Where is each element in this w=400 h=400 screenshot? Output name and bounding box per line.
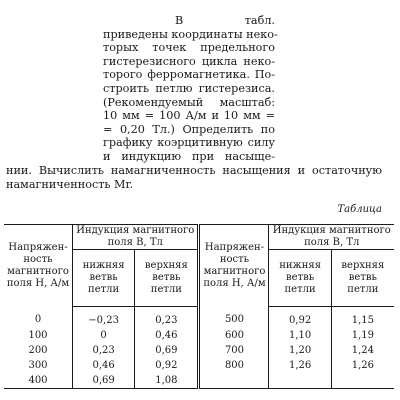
text-line: строить петлю гистерезиса. <box>103 81 275 95</box>
cell-b-lower: 1,20 <box>269 343 331 358</box>
table-caption: Таблица <box>337 204 382 215</box>
cell-b-lower: 1,10 <box>269 328 331 343</box>
text-line: графику коэрцитивную силу <box>103 136 275 150</box>
cell-b-upper: 1,24 <box>331 343 394 358</box>
text-line: намагниченность Mr. <box>6 178 134 191</box>
table-row <box>4 373 394 389</box>
cell-b-lower: 1,26 <box>269 358 331 373</box>
text-line: (Рекомендуемый масштаб: <box>103 95 275 109</box>
cell-b-upper: 0,69 <box>135 343 199 358</box>
text-line: торого ферромагнетика. По- <box>103 68 275 82</box>
problem-text-wide <box>6 164 386 192</box>
cell-h: 200 <box>28 344 48 356</box>
header-field-strength-left: Напряжен-ность магнитного поля H, А/м <box>6 241 70 289</box>
cell-b-upper: 0,46 <box>135 328 199 343</box>
cell-h: 600 <box>199 328 269 343</box>
cell-h: 300 <box>28 359 48 371</box>
header-lower-branch-left: нижняя ветвь петли <box>73 250 135 307</box>
header-induction-left: Индукция магнитного поля B, Тл <box>73 225 199 250</box>
table-row <box>4 343 394 358</box>
text-line: В табл. <box>175 14 275 27</box>
cell-b-lower <box>269 373 331 389</box>
cell-h: 100 <box>28 329 48 341</box>
cell-b-upper: 0,92 <box>135 358 199 373</box>
text-line: = 0,20 Тл.) Определить по <box>103 122 275 136</box>
cell-h: 700 <box>199 343 269 358</box>
cell-b-lower: 0 <box>73 328 135 343</box>
cell-b-upper: 1,15 <box>331 307 394 329</box>
hysteresis-table <box>4 224 394 389</box>
table-row <box>4 307 394 329</box>
cell-b-upper: 1,26 <box>331 358 394 373</box>
cell-b-lower: −0,23 <box>73 307 135 329</box>
table-row <box>4 358 394 373</box>
cell-h <box>199 373 269 389</box>
cell-h: 500 <box>199 307 269 329</box>
header-upper-branch-left: верхняя ветвь петли <box>135 250 199 307</box>
cell-b-lower: 0,92 <box>269 307 331 329</box>
cell-b-upper: 0,23 <box>135 307 199 329</box>
cell-b-lower: 0,69 <box>73 373 135 389</box>
header-field-strength-right: Напряжен-ность магнитного поля H, А/м <box>199 225 269 307</box>
text-line: гистерезисного цикла неко- <box>103 54 275 68</box>
cell-h: 400 <box>4 373 73 389</box>
header-induction-right: Индукция магнитного поля B, Тл <box>269 225 394 250</box>
cell-b-upper: 1,19 <box>331 328 394 343</box>
cell-b-lower: 0,46 <box>73 358 135 373</box>
text-line: 10 мм = 100 А/м и 10 мм = <box>103 109 275 123</box>
text-line: торых точек предельного <box>103 41 275 55</box>
cell-b-lower: 0,23 <box>73 343 135 358</box>
cell-b-upper: 1,08 <box>135 373 199 389</box>
text-line: приведены координаты неко- <box>103 27 278 41</box>
cell-h: 0 <box>34 314 42 326</box>
cell-h: 800 <box>199 358 269 373</box>
header-lower-branch-right: нижняя ветвь петли <box>269 250 331 307</box>
text-line: и индукцию при насыще- <box>103 149 275 163</box>
text-line: нии. Вычислить намагниченность насыщения и остаточную <box>6 164 382 177</box>
problem-text-narrow <box>103 14 278 164</box>
header-upper-branch-right: верхняя ветвь петли <box>331 250 394 307</box>
table-row <box>4 328 394 343</box>
cell-b-upper <box>331 373 394 389</box>
